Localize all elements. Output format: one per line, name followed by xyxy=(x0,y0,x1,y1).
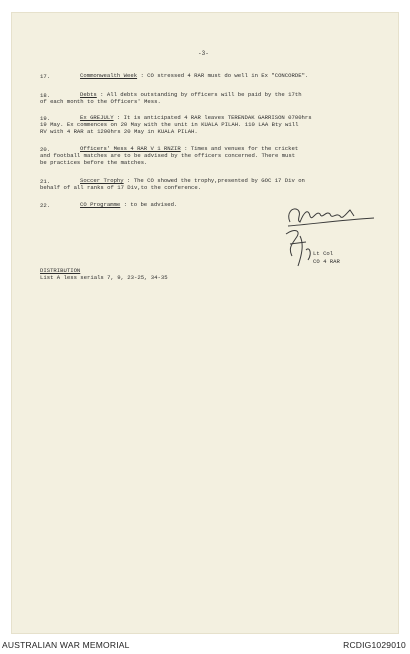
item-17 xyxy=(80,72,308,79)
signature-appointment: CO 4 RAR xyxy=(313,258,340,265)
item-line: : Times and venues for the cricket xyxy=(184,145,299,152)
item-heading: Debts xyxy=(80,91,97,98)
item-heading: Ex GREJULY xyxy=(80,114,114,121)
item-line: and football matches are to be advised by the officers concerned. There must xyxy=(40,152,296,159)
item-line: be practices before the matches. xyxy=(40,159,148,166)
item-line: : All debts outstanding by officers will be paid by the 17th xyxy=(100,91,302,98)
footer-right: RCDIG1029010 xyxy=(343,640,406,650)
item-number: 18. xyxy=(40,92,51,99)
item-number: 22. xyxy=(40,202,51,209)
item-heading: Commonwealth Week xyxy=(80,72,138,79)
item-number: 20. xyxy=(40,146,51,153)
item-22 xyxy=(80,201,177,208)
item-number: 19. xyxy=(40,115,51,122)
item-line: behalf of all ranks of 17 Div,to the conference. xyxy=(40,184,202,191)
page-number: -3- xyxy=(198,50,209,57)
distribution-list: List A less serials 7, 9, 23-25, 34-35 xyxy=(40,274,168,281)
item-line: : to be advised. xyxy=(123,201,178,208)
item-heading: Officers' Mess 4 RAR V 1 RNZIR xyxy=(80,145,181,152)
item-line: RV with 4 RAR at 1200hrs 20 May in KUALA PILAH. xyxy=(40,128,198,135)
document-page xyxy=(12,13,398,633)
footer-left: AUSTRALIAN WAR MEMORIAL xyxy=(2,640,130,650)
item-line: : It is anticipated 4 RAR leaves TERENDAK GARRISON 0700hrs xyxy=(116,114,312,121)
item-line: : The CO showed the trophy,presented by GOC 17 Div on xyxy=(127,177,305,184)
item-heading: Soccer Trophy xyxy=(80,177,124,184)
signature-rank: Lt Col xyxy=(313,250,334,257)
item-line: : CO stressed 4 RAR must do well in Ex "CONCORDE". xyxy=(140,72,309,79)
distribution-heading: DISTRIBUTION xyxy=(40,267,81,274)
item-heading: CO Programme xyxy=(80,201,121,208)
item-line: 19 May. Ex commences on 20 May with the unit in KUALA PILAH. 110 LAA Bty will xyxy=(40,121,299,128)
item-number: 21. xyxy=(40,178,51,185)
item-number: 17. xyxy=(40,73,51,80)
item-line: of each month to the Officers' Mess. xyxy=(40,98,161,105)
